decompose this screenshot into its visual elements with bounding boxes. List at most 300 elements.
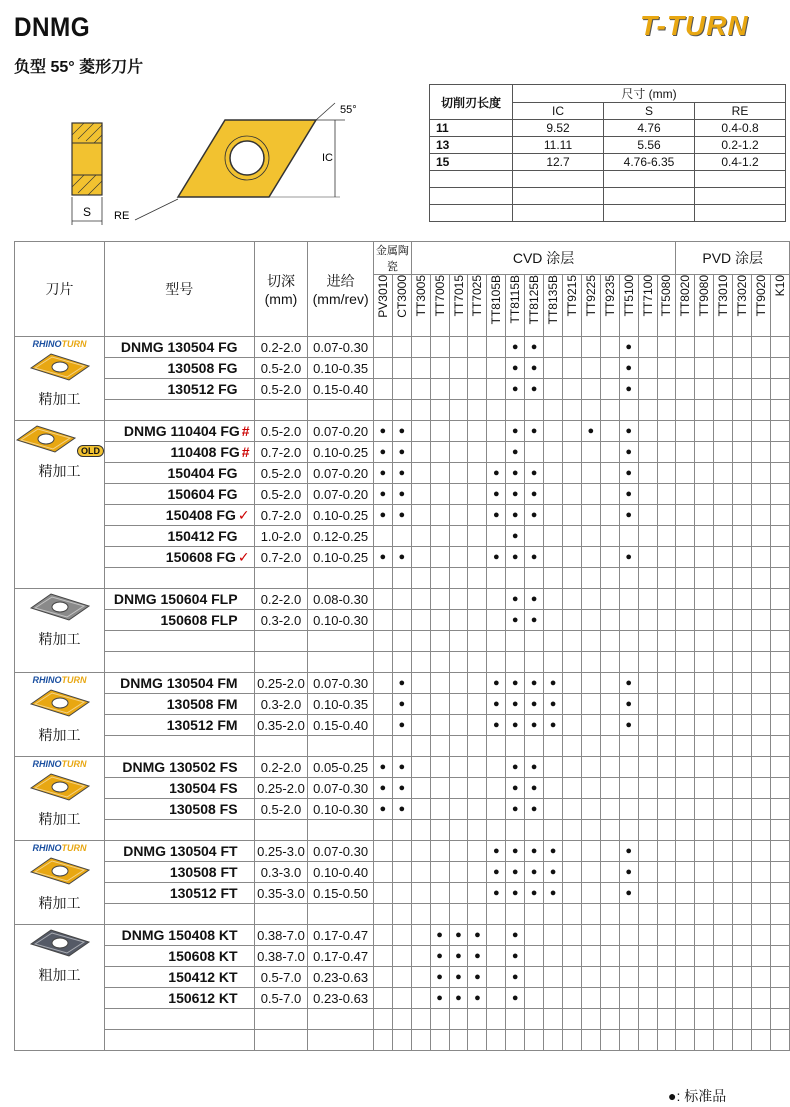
grade-availability-cell: ● — [373, 778, 392, 799]
grade-availability-cell — [657, 463, 676, 484]
model-cell — [105, 631, 255, 652]
grade-availability-cell: ● — [506, 379, 525, 400]
grade-availability-cell — [468, 862, 487, 883]
model-name: 110408 FG — [170, 444, 240, 460]
grade-availability-cell — [411, 358, 430, 379]
depth-cell: 0.5-2.0 — [254, 463, 308, 484]
grade-availability-cell — [714, 589, 733, 610]
grade-availability-cell — [714, 442, 733, 463]
grade-availability-cell — [733, 988, 752, 1009]
grade-availability-cell — [562, 904, 581, 925]
grade-availability-cell — [657, 736, 676, 757]
grade-availability-cell — [487, 736, 506, 757]
grade-availability-cell — [638, 778, 657, 799]
insert-image — [29, 772, 91, 802]
grade-availability-cell — [657, 379, 676, 400]
depth-cell — [254, 1009, 308, 1030]
insert-cell — [15, 421, 105, 589]
grade-availability-cell — [695, 778, 714, 799]
spec-cell — [604, 205, 695, 222]
grade-availability-cell — [581, 631, 600, 652]
grade-availability-cell: ● — [373, 757, 392, 778]
grade-availability-cell — [770, 841, 789, 862]
grade-availability-cell — [392, 526, 411, 547]
grade-availability-cell — [373, 946, 392, 967]
grade-availability-cell: ● — [525, 421, 544, 442]
header-insert: 刀片 — [15, 242, 105, 337]
grade-label: K10 — [772, 275, 787, 297]
grade-availability-cell — [752, 946, 771, 967]
table-row — [15, 421, 790, 442]
machining-type-label: 粗加工 — [38, 967, 81, 983]
grade-availability-cell — [657, 484, 676, 505]
grade-availability-cell — [657, 337, 676, 358]
grade-availability-cell — [581, 547, 600, 568]
grade-label: TT9225 — [583, 275, 598, 317]
grade-availability-cell — [411, 799, 430, 820]
grade-header — [468, 275, 487, 337]
grade-availability-cell — [411, 757, 430, 778]
grade-availability-cell — [449, 379, 468, 400]
grade-availability-cell — [752, 589, 771, 610]
grade-availability-cell: ● — [392, 673, 411, 694]
grade-availability-cell — [770, 379, 789, 400]
grade-availability-cell — [392, 904, 411, 925]
model-cell — [105, 757, 255, 778]
grade-availability-cell — [373, 988, 392, 1009]
grade-availability-cell — [468, 883, 487, 904]
grade-availability-cell: ● — [430, 946, 449, 967]
grade-availability-cell — [638, 610, 657, 631]
grade-availability-cell: ● — [392, 715, 411, 736]
grade-availability-cell — [562, 547, 581, 568]
grade-availability-cell — [676, 526, 695, 547]
grade-availability-cell — [714, 463, 733, 484]
table-row — [15, 526, 790, 547]
grade-availability-cell — [581, 904, 600, 925]
grade-availability-cell: ● — [392, 778, 411, 799]
table-row — [15, 484, 790, 505]
feed-cell: 0.10-0.30 — [308, 610, 374, 631]
grade-availability-cell — [714, 631, 733, 652]
grade-availability-cell — [581, 820, 600, 841]
grade-availability-cell: ● — [525, 778, 544, 799]
grade-availability-cell: ● — [392, 442, 411, 463]
grade-availability-cell — [657, 883, 676, 904]
grade-availability-cell — [487, 631, 506, 652]
grade-availability-cell — [733, 379, 752, 400]
grade-availability-cell — [449, 757, 468, 778]
grade-availability-cell — [411, 337, 430, 358]
grade-availability-cell — [392, 631, 411, 652]
grade-availability-cell — [581, 337, 600, 358]
model-cell — [105, 967, 255, 988]
depth-cell — [254, 568, 308, 589]
spec-row — [430, 120, 786, 137]
grade-availability-cell — [468, 379, 487, 400]
grade-availability-cell — [487, 967, 506, 988]
grade-availability-cell — [619, 736, 638, 757]
model-cell — [105, 946, 255, 967]
grade-availability-cell: ● — [392, 505, 411, 526]
grade-availability-cell — [638, 484, 657, 505]
grade-availability-cell — [638, 820, 657, 841]
grade-availability-cell — [733, 841, 752, 862]
grade-availability-cell — [468, 694, 487, 715]
grade-header — [392, 275, 411, 337]
model-cell — [105, 694, 255, 715]
grade-availability-cell: ● — [373, 442, 392, 463]
grade-availability-cell — [619, 820, 638, 841]
grade-availability-cell — [695, 505, 714, 526]
model-name: DNMG 110404 FG — [123, 423, 240, 439]
table-row — [15, 442, 790, 463]
model-name: 150412 FG — [167, 528, 238, 544]
model-cell — [105, 589, 255, 610]
model-mark: ✓ — [237, 548, 250, 565]
grade-availability-cell: ● — [487, 547, 506, 568]
grade-availability-cell — [752, 904, 771, 925]
grade-availability-cell — [373, 841, 392, 862]
grade-availability-cell — [449, 652, 468, 673]
grade-availability-cell — [733, 442, 752, 463]
grade-availability-cell — [714, 484, 733, 505]
grade-availability-cell — [544, 589, 563, 610]
table-row — [15, 547, 790, 568]
grade-availability-cell — [619, 967, 638, 988]
grade-availability-cell — [657, 988, 676, 1009]
grade-availability-cell — [562, 841, 581, 862]
grade-availability-cell — [506, 820, 525, 841]
grade-availability-cell — [544, 1030, 563, 1051]
insert-image — [29, 928, 91, 958]
grade-header — [638, 275, 657, 337]
grade-availability-cell — [449, 820, 468, 841]
grade-availability-cell — [525, 1009, 544, 1030]
grade-availability-cell — [392, 568, 411, 589]
grade-availability-cell — [676, 694, 695, 715]
grade-availability-cell — [770, 757, 789, 778]
grade-availability-cell — [752, 841, 771, 862]
grade-availability-cell — [619, 757, 638, 778]
grade-availability-cell: ● — [373, 547, 392, 568]
spec-cell: 0.4-0.8 — [695, 120, 786, 137]
grade-availability-cell — [449, 904, 468, 925]
grade-header — [695, 275, 714, 337]
grade-label: TT7100 — [640, 275, 655, 317]
grade-availability-cell — [638, 967, 657, 988]
grade-availability-cell — [657, 1009, 676, 1030]
grade-availability-cell — [562, 610, 581, 631]
feed-cell: 0.10-0.35 — [308, 358, 374, 379]
spec-cell — [695, 188, 786, 205]
grade-availability-cell — [638, 799, 657, 820]
grade-availability-cell — [657, 526, 676, 547]
grade-availability-cell — [638, 568, 657, 589]
depth-cell: 0.5-2.0 — [254, 421, 308, 442]
grade-availability-cell — [752, 883, 771, 904]
model-name: 130504 FS — [169, 780, 238, 796]
grade-availability-cell — [733, 757, 752, 778]
model-cell — [105, 925, 255, 946]
grade-availability-cell — [657, 925, 676, 946]
spec-cell — [513, 188, 604, 205]
grade-availability-cell — [657, 778, 676, 799]
grade-availability-cell — [525, 946, 544, 967]
grade-availability-cell — [733, 904, 752, 925]
model-name: DNMG 130504 FM — [120, 675, 238, 691]
grade-availability-cell — [430, 736, 449, 757]
grade-availability-cell — [752, 1009, 771, 1030]
spec-col-ic: IC — [513, 103, 604, 120]
grade-availability-cell — [676, 1009, 695, 1030]
grade-availability-cell — [581, 505, 600, 526]
grade-availability-cell — [600, 736, 619, 757]
grade-availability-cell — [487, 589, 506, 610]
grade-availability-cell — [600, 589, 619, 610]
grade-availability-cell — [392, 925, 411, 946]
depth-cell: 0.35-2.0 — [254, 715, 308, 736]
grade-availability-cell — [562, 421, 581, 442]
grade-availability-cell — [562, 820, 581, 841]
grade-availability-cell: ● — [506, 463, 525, 484]
ic-label: IC — [322, 152, 333, 164]
grade-availability-cell — [468, 736, 487, 757]
grade-availability-cell — [468, 526, 487, 547]
grade-availability-cell: ● — [525, 505, 544, 526]
grade-availability-cell — [714, 757, 733, 778]
model-cell — [105, 820, 255, 841]
grade-availability-cell — [676, 400, 695, 421]
table-row — [15, 568, 790, 589]
grade-availability-cell: ● — [525, 841, 544, 862]
grade-availability-cell: ● — [506, 421, 525, 442]
grade-availability-cell — [430, 589, 449, 610]
grade-availability-cell — [392, 400, 411, 421]
grade-availability-cell — [695, 337, 714, 358]
grade-availability-cell — [581, 463, 600, 484]
grade-availability-cell: ● — [487, 862, 506, 883]
depth-cell: 0.7-2.0 — [254, 547, 308, 568]
grade-availability-cell — [487, 652, 506, 673]
grade-availability-cell — [619, 799, 638, 820]
table-row — [15, 694, 790, 715]
grade-label: TT3010 — [716, 275, 731, 317]
grade-availability-cell: ● — [544, 841, 563, 862]
grade-availability-cell — [562, 484, 581, 505]
grade-availability-cell — [430, 379, 449, 400]
grade-availability-cell — [600, 505, 619, 526]
grade-availability-cell — [430, 568, 449, 589]
grade-availability-cell — [733, 610, 752, 631]
grade-availability-cell — [392, 988, 411, 1009]
grade-availability-cell — [411, 610, 430, 631]
grade-availability-cell — [752, 526, 771, 547]
grade-availability-cell — [770, 967, 789, 988]
spec-cell: 4.76 — [604, 120, 695, 137]
grade-availability-cell — [581, 442, 600, 463]
grade-availability-cell — [411, 484, 430, 505]
insert-drawing — [60, 95, 380, 230]
grade-availability-cell — [638, 841, 657, 862]
grade-availability-cell — [657, 589, 676, 610]
grade-availability-cell — [449, 1009, 468, 1030]
depth-cell: 0.5-2.0 — [254, 358, 308, 379]
grade-availability-cell — [638, 337, 657, 358]
grade-availability-cell: ● — [619, 358, 638, 379]
grade-availability-cell — [657, 1030, 676, 1051]
grade-availability-cell — [392, 337, 411, 358]
grade-availability-cell — [525, 652, 544, 673]
grade-availability-cell — [770, 778, 789, 799]
grade-availability-cell: ● — [506, 988, 525, 1009]
grade-availability-cell — [392, 358, 411, 379]
grade-availability-cell — [468, 568, 487, 589]
spec-cell: 0.4-1.2 — [695, 154, 786, 171]
grade-availability-cell — [600, 799, 619, 820]
grade-availability-cell — [544, 946, 563, 967]
grade-availability-cell — [544, 799, 563, 820]
grade-availability-cell: ● — [506, 484, 525, 505]
grade-availability-cell — [430, 400, 449, 421]
grade-availability-cell — [657, 904, 676, 925]
grade-availability-cell — [657, 568, 676, 589]
grade-availability-cell — [562, 967, 581, 988]
feed-cell: 0.07-0.30 — [308, 673, 374, 694]
grade-availability-cell — [676, 946, 695, 967]
grade-availability-cell — [600, 652, 619, 673]
grade-availability-cell — [770, 652, 789, 673]
grade-availability-cell: ● — [373, 505, 392, 526]
header-depth-label: 切深 — [266, 273, 295, 289]
grade-availability-cell — [714, 379, 733, 400]
spec-cell: 9.52 — [513, 120, 604, 137]
grade-availability-cell — [411, 862, 430, 883]
model-cell — [105, 610, 255, 631]
grade-availability-cell — [411, 736, 430, 757]
grade-availability-cell — [733, 1030, 752, 1051]
grade-header — [562, 275, 581, 337]
grade-availability-cell — [600, 358, 619, 379]
feed-cell: 0.12-0.25 — [308, 526, 374, 547]
table-row — [15, 589, 790, 610]
grade-availability-cell: ● — [525, 463, 544, 484]
grade-availability-cell: ● — [487, 841, 506, 862]
depth-cell: 0.7-2.0 — [254, 505, 308, 526]
grade-availability-cell — [733, 736, 752, 757]
grade-availability-cell — [600, 925, 619, 946]
product-table — [14, 241, 790, 1051]
grade-availability-cell — [752, 820, 771, 841]
grade-availability-cell: ● — [525, 589, 544, 610]
grade-availability-cell: ● — [392, 694, 411, 715]
grade-availability-cell — [638, 400, 657, 421]
grade-availability-cell: ● — [449, 967, 468, 988]
grade-label: TT3020 — [735, 275, 750, 317]
grade-availability-cell — [714, 526, 733, 547]
insert-cell — [15, 757, 105, 841]
grade-header — [411, 275, 430, 337]
grade-availability-cell — [487, 925, 506, 946]
grade-availability-cell — [411, 379, 430, 400]
feed-cell: 0.15-0.50 — [308, 883, 374, 904]
grade-availability-cell — [638, 463, 657, 484]
grade-availability-cell — [752, 463, 771, 484]
grade-availability-cell — [430, 799, 449, 820]
grade-availability-cell — [430, 904, 449, 925]
grade-availability-cell — [695, 631, 714, 652]
grade-availability-cell: ● — [506, 799, 525, 820]
angle-label: 55° — [340, 104, 357, 116]
grade-availability-cell — [714, 568, 733, 589]
model-cell — [105, 379, 255, 400]
grade-availability-cell — [600, 631, 619, 652]
spec-cell — [604, 171, 695, 188]
grade-availability-cell — [752, 988, 771, 1009]
model-name: 150408 FG — [165, 506, 236, 523]
model-cell — [105, 904, 255, 925]
spec-cell — [513, 171, 604, 188]
table-row — [15, 379, 790, 400]
grade-availability-cell — [695, 442, 714, 463]
grade-availability-cell — [581, 925, 600, 946]
spec-table — [429, 84, 786, 222]
grade-availability-cell — [411, 631, 430, 652]
model-cell — [105, 526, 255, 547]
grade-availability-cell — [487, 400, 506, 421]
grade-availability-cell — [411, 526, 430, 547]
grade-availability-cell: ● — [506, 757, 525, 778]
grade-availability-cell: ● — [487, 694, 506, 715]
grade-availability-cell — [733, 715, 752, 736]
model-cell — [105, 1030, 255, 1051]
grade-availability-cell — [449, 610, 468, 631]
grade-availability-cell — [544, 610, 563, 631]
grade-availability-cell — [770, 1009, 789, 1030]
grade-availability-cell — [770, 463, 789, 484]
table-row — [15, 631, 790, 652]
grade-availability-cell — [695, 799, 714, 820]
grade-availability-cell — [487, 820, 506, 841]
grade-availability-cell: ● — [449, 925, 468, 946]
depth-cell: 0.2-2.0 — [254, 337, 308, 358]
table-row — [15, 820, 790, 841]
grade-availability-cell — [695, 694, 714, 715]
feed-cell: 0.07-0.30 — [308, 337, 374, 358]
grade-availability-cell — [581, 946, 600, 967]
grade-availability-cell — [562, 715, 581, 736]
grade-availability-cell — [695, 652, 714, 673]
grade-label: PV3010 — [375, 275, 390, 318]
grade-availability-cell: ● — [487, 883, 506, 904]
spec-cell — [430, 205, 513, 222]
grade-availability-cell — [657, 442, 676, 463]
grade-availability-cell — [581, 589, 600, 610]
grade-availability-cell — [411, 904, 430, 925]
grade-availability-cell — [770, 673, 789, 694]
grade-availability-cell: ● — [506, 673, 525, 694]
spec-row — [430, 154, 786, 171]
grade-label: TT7005 — [432, 275, 447, 317]
table-row — [15, 736, 790, 757]
grade-availability-cell — [714, 799, 733, 820]
grade-availability-cell — [525, 442, 544, 463]
grade-availability-cell — [392, 862, 411, 883]
grade-availability-cell: ● — [487, 505, 506, 526]
grade-availability-cell — [733, 778, 752, 799]
grade-availability-cell — [619, 652, 638, 673]
grade-availability-cell: ● — [619, 505, 638, 526]
